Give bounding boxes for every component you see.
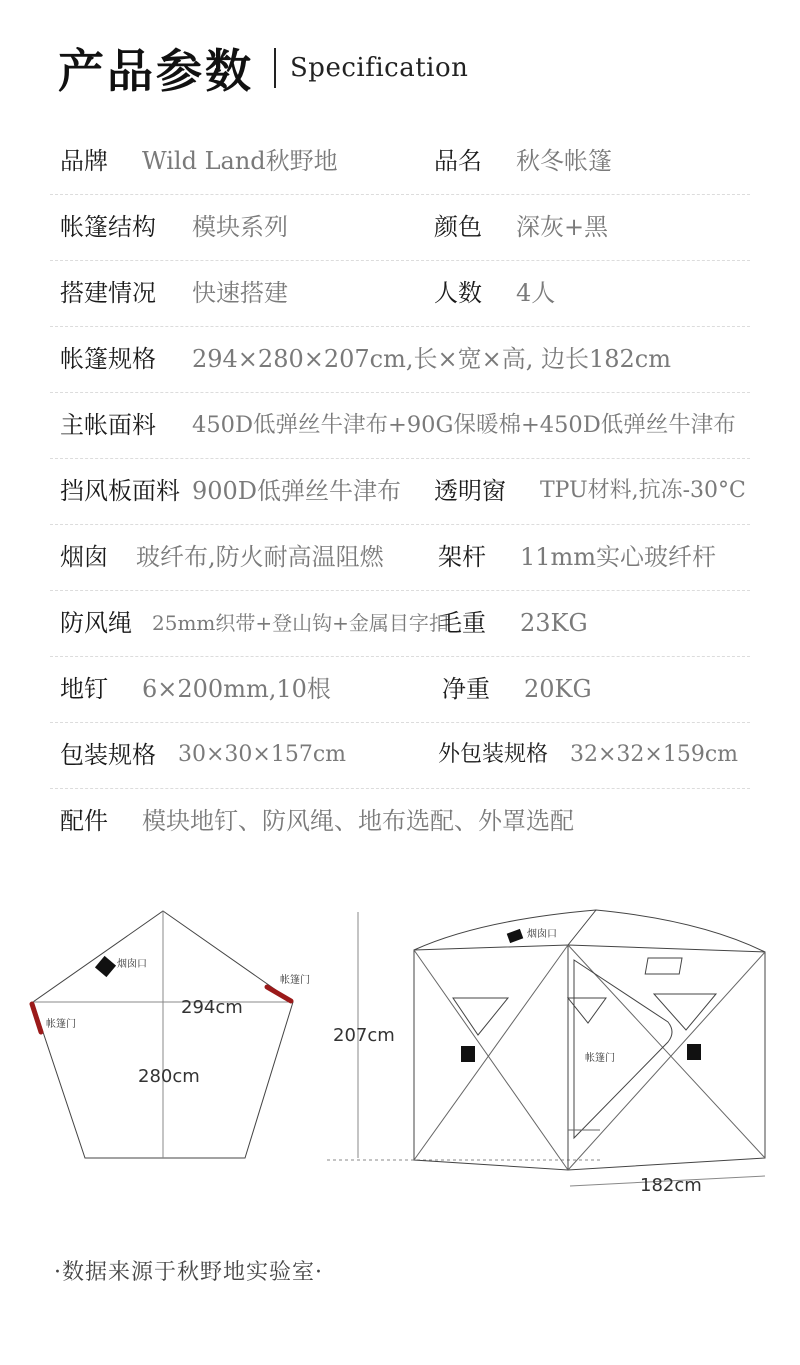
- spec-value: 32×32×159cm: [570, 742, 739, 767]
- roof-ridge: [568, 910, 596, 945]
- width-label: 294cm: [181, 997, 243, 1018]
- door-marker-right: [267, 987, 291, 1001]
- spec-value: 294×280×207cm,长×宽×高, 边长182cm: [192, 345, 671, 373]
- spec-value: 30×30×157cm: [178, 742, 347, 767]
- spec-row: [50, 392, 750, 459]
- spec-row: [50, 260, 750, 327]
- spec-value: 深灰+黑: [516, 213, 609, 241]
- spec-label: 帐篷规格: [60, 345, 156, 373]
- spec-row: [50, 656, 750, 723]
- spec-value: Wild Land秋野地: [142, 147, 338, 175]
- tent-diagram: [0, 890, 800, 1220]
- top-view: [33, 911, 293, 1158]
- spec-label: 透明窗: [434, 477, 506, 505]
- footer-note: ·数据来源于秋野地实验室·: [54, 1260, 323, 1285]
- door-label-left: 帐篷门: [46, 1019, 76, 1030]
- hub-connector-right: [687, 1044, 701, 1060]
- spec-label: 人数: [434, 279, 482, 307]
- window-right: [654, 994, 716, 1030]
- height-label: 207cm: [333, 1025, 395, 1046]
- door-label: 帐篷门: [585, 1053, 615, 1064]
- roof-vent: [645, 958, 682, 974]
- page-title: 产品参数: [58, 44, 254, 98]
- spec-label: 地钉: [60, 675, 108, 703]
- spec-label: 主帐面料: [60, 411, 156, 439]
- side-length-label: 182cm: [640, 1175, 702, 1196]
- window-left: [453, 998, 508, 1035]
- spec-value: 模块系列: [192, 213, 288, 241]
- title-divider: [274, 48, 276, 88]
- spec-label: 毛重: [438, 609, 486, 637]
- spec-value: 20KG: [524, 675, 592, 703]
- spec-row: [50, 524, 750, 591]
- spec-label: 防风绳: [60, 609, 132, 637]
- spec-value: 玻纤布,防火耐高温阻燃: [136, 543, 384, 571]
- spec-label: 品牌: [60, 147, 108, 175]
- door-label-right: 帐篷门: [280, 975, 310, 986]
- panel-cross-line: [568, 945, 765, 1158]
- spec-value: 25mm织带+登山钩+金属目字扣: [152, 611, 449, 635]
- door-panel: [574, 960, 672, 1138]
- spec-value: 900D低弹丝牛津布: [192, 477, 402, 505]
- spec-label: 挡风板面料: [60, 477, 180, 505]
- spec-row: [50, 590, 750, 657]
- spec-row: [50, 458, 750, 525]
- spec-value: TPU材料,抗冻-30°C: [540, 478, 746, 503]
- spec-row: [50, 788, 750, 854]
- spec-label: 架杆: [438, 543, 486, 571]
- spec-value: 450D低弹丝牛津布+90G保暖棉+450D低弹丝牛津布: [192, 412, 736, 438]
- header: [58, 36, 468, 100]
- spec-label: 配件: [60, 807, 108, 835]
- tent-diagram-svg: [0, 890, 800, 1220]
- door-marker-left: [32, 1004, 41, 1032]
- spec-value: 秋冬帐篷: [516, 147, 612, 175]
- hub-connector-left: [461, 1046, 475, 1062]
- depth-label: 280cm: [138, 1066, 200, 1087]
- chimney-label: 烟囱口: [527, 929, 557, 940]
- chimney-hole-icon: [95, 956, 116, 977]
- spec-value: 6×200mm,10根: [142, 675, 331, 703]
- spec-label: 搭建情况: [60, 279, 156, 307]
- chimney-hole-icon: [507, 929, 524, 943]
- spec-row: [50, 128, 750, 195]
- spec-label: 外包装规格: [438, 742, 549, 767]
- spec-value: 4人: [516, 279, 556, 307]
- chimney-label: 烟囱口: [117, 959, 147, 970]
- spec-row: [50, 194, 750, 261]
- spec-row: [50, 326, 750, 393]
- spec-label: 包装规格: [60, 741, 156, 769]
- spec-label: 烟囱: [60, 543, 108, 571]
- spec-label: 品名: [434, 147, 482, 175]
- spec-value: 11mm实心玻纤杆: [520, 543, 717, 571]
- panel-cross-line: [414, 945, 568, 1160]
- spec-label: 颜色: [434, 213, 482, 241]
- spec-value: 快速搭建: [192, 279, 288, 307]
- spec-label: 净重: [442, 675, 490, 703]
- panel-cross-line: [414, 950, 568, 1170]
- page-subtitle: Specification: [290, 53, 469, 83]
- spec-label: 帐篷结构: [60, 213, 156, 241]
- spec-value: 23KG: [520, 609, 588, 637]
- spec-row: [50, 722, 750, 789]
- spec-value: 模块地钉、防风绳、地布选配、外罩选配: [142, 807, 574, 835]
